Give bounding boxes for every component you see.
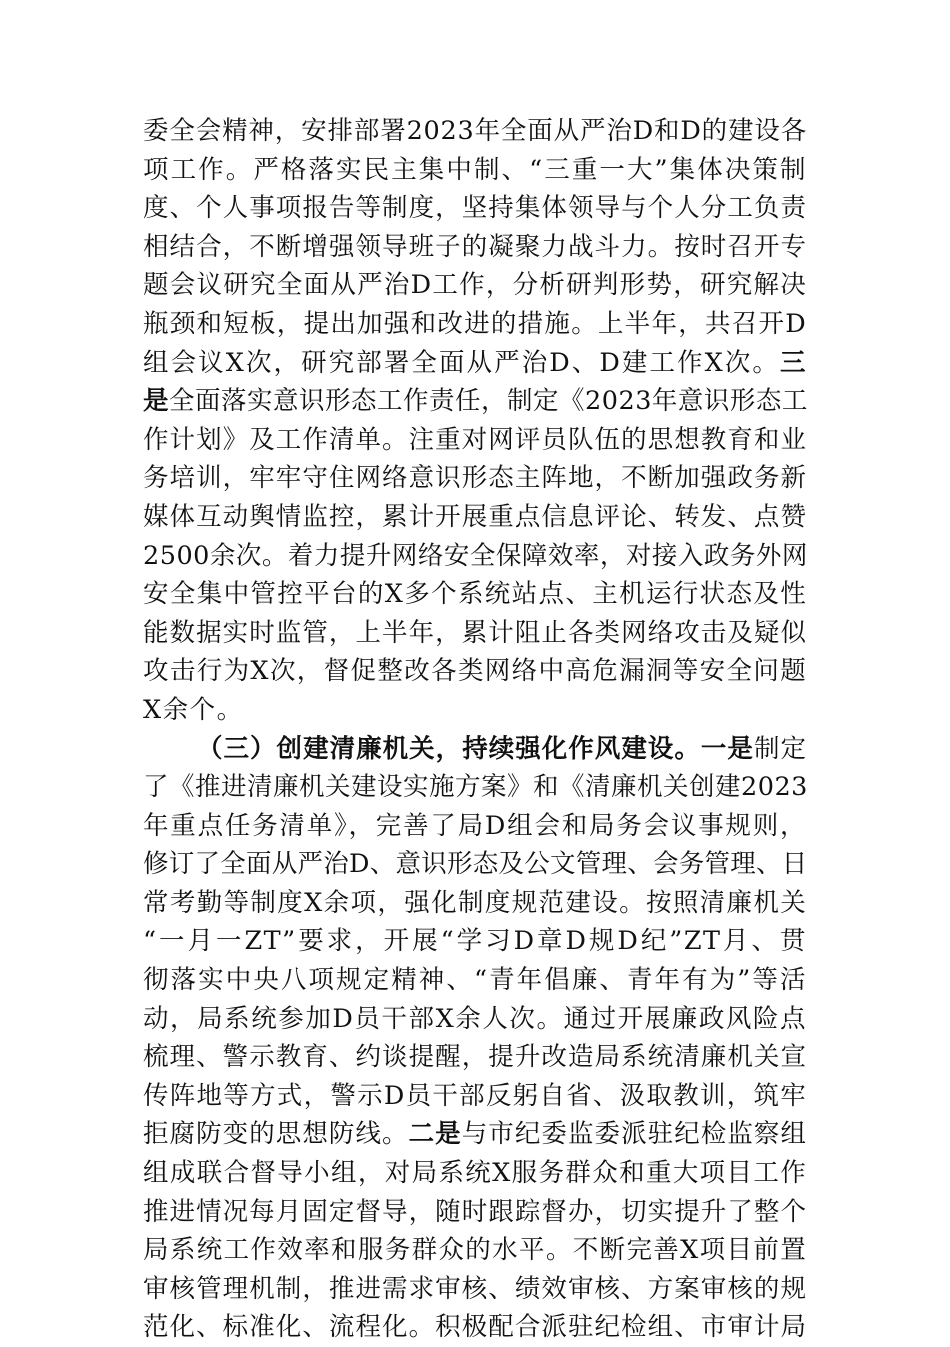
text-line: 拒腐防变的思想防线。二是与市纪委监委派驻纪检监察组 — [143, 1119, 807, 1150]
text-line: 常考勤等制度X余项，强化制度规范建设。按照清廉机关 — [143, 887, 807, 918]
text-line: 能数据实时监管，上半年，累计阻止各类网络攻击及疑似 — [143, 617, 807, 648]
emphasis-marker: 二是 — [408, 1119, 462, 1150]
text-line: 组会议X次，研究部署全面从严治D、D建工作X次。三 — [143, 347, 807, 378]
text-line: 年重点任务清单》，完善了局D组会和局务会议事规则， — [143, 810, 807, 841]
text-line: 媒体互动舆情监控，累计开展重点信息评论、转发、点赞 — [143, 501, 807, 532]
text-line: 彻落实中央八项规定精神、“青年倡廉、青年有为”等活 — [143, 965, 807, 996]
text-line: 动，局系统参加D员干部X余人次。通过开展廉政风险点 — [143, 1003, 807, 1034]
emphasis-marker: 一是 — [700, 733, 754, 764]
text-line: 瓶颈和短板，提出加强和改进的措施。上半年，共召开D — [143, 308, 807, 339]
text-line: 作计划》及工作清单。注重对网评员队伍的思想教育和业 — [143, 424, 807, 455]
text-line: 题会议研究全面从严治D工作，分析研判形势，研究解决 — [143, 270, 807, 301]
text-line: 是全面落实意识形态工作责任，制定《2023年意识形态工 — [143, 386, 808, 417]
text-line: 度、个人事项报告等制度，坚持集体领导与个人分工负责 — [143, 193, 807, 224]
emphasis-marker: 是 — [143, 386, 170, 417]
text-line: “一月一ZT”要求，开展“学习D章D规D纪”ZT月、贯 — [143, 926, 807, 957]
text-line: 2500余次。着力提升网络安全保障效率，对接入政务外网 — [143, 540, 808, 571]
text-line: 推进情况每月固定督导，随时跟踪督办，切实提升了整个 — [143, 1196, 807, 1227]
text-line: 组成联合督导小组，对局系统X服务群众和重大项目工作 — [143, 1158, 807, 1189]
emphasis-marker: 三 — [779, 347, 807, 378]
text-line: 审核管理机制，推进需求审核、绩效审核、方案审核的规 — [143, 1273, 807, 1304]
text-line: 传阵地等方式，警示D员干部反躬自省、汲取教训，筑牢 — [143, 1080, 807, 1111]
document-body — [143, 112, 807, 1347]
text-line: 攻击行为X次，督促整改各类网络中高危漏洞等安全问题 — [143, 656, 807, 687]
section-heading-line: （三）创建清廉机关，持续强化作风建设。一是制定 — [197, 733, 807, 764]
text-line: 修订了全面从严治D、意识形态及公文管理、会务管理、日 — [143, 849, 808, 880]
section-heading: （三）创建清廉机关，持续强化作风建设。 — [197, 733, 701, 764]
text-line: 梳理、警示教育、约谈提醒，提升改造局系统清廉机关宣 — [143, 1042, 807, 1073]
text-line: 了《推进清廉机关建设实施方案》和《清廉机关创建2023 — [143, 772, 808, 803]
text-line: 务培训，牢牢守住网络意识形态主阵地，不断加强政务新 — [143, 463, 807, 494]
text-line: 委全会精神，安排部署2023年全面从严治D和D的建设各 — [143, 116, 807, 146]
text-line: 项工作。严格落实民主集中制、“三重一大”集体决策制 — [143, 154, 807, 185]
text-line: 局系统工作效率和服务群众的水平。不断完善X项目前置 — [143, 1235, 807, 1266]
text-line: 范化、标准化、流程化。积极配合派驻纪检组、市审计局 — [143, 1312, 807, 1343]
text-line: 相结合，不断增强领导班子的凝聚力战斗力。按时召开专 — [143, 231, 807, 262]
text-line: X余个。 — [143, 694, 244, 725]
text-line: 安全集中管控平台的X多个系统站点、主机运行状态及性 — [143, 579, 807, 610]
